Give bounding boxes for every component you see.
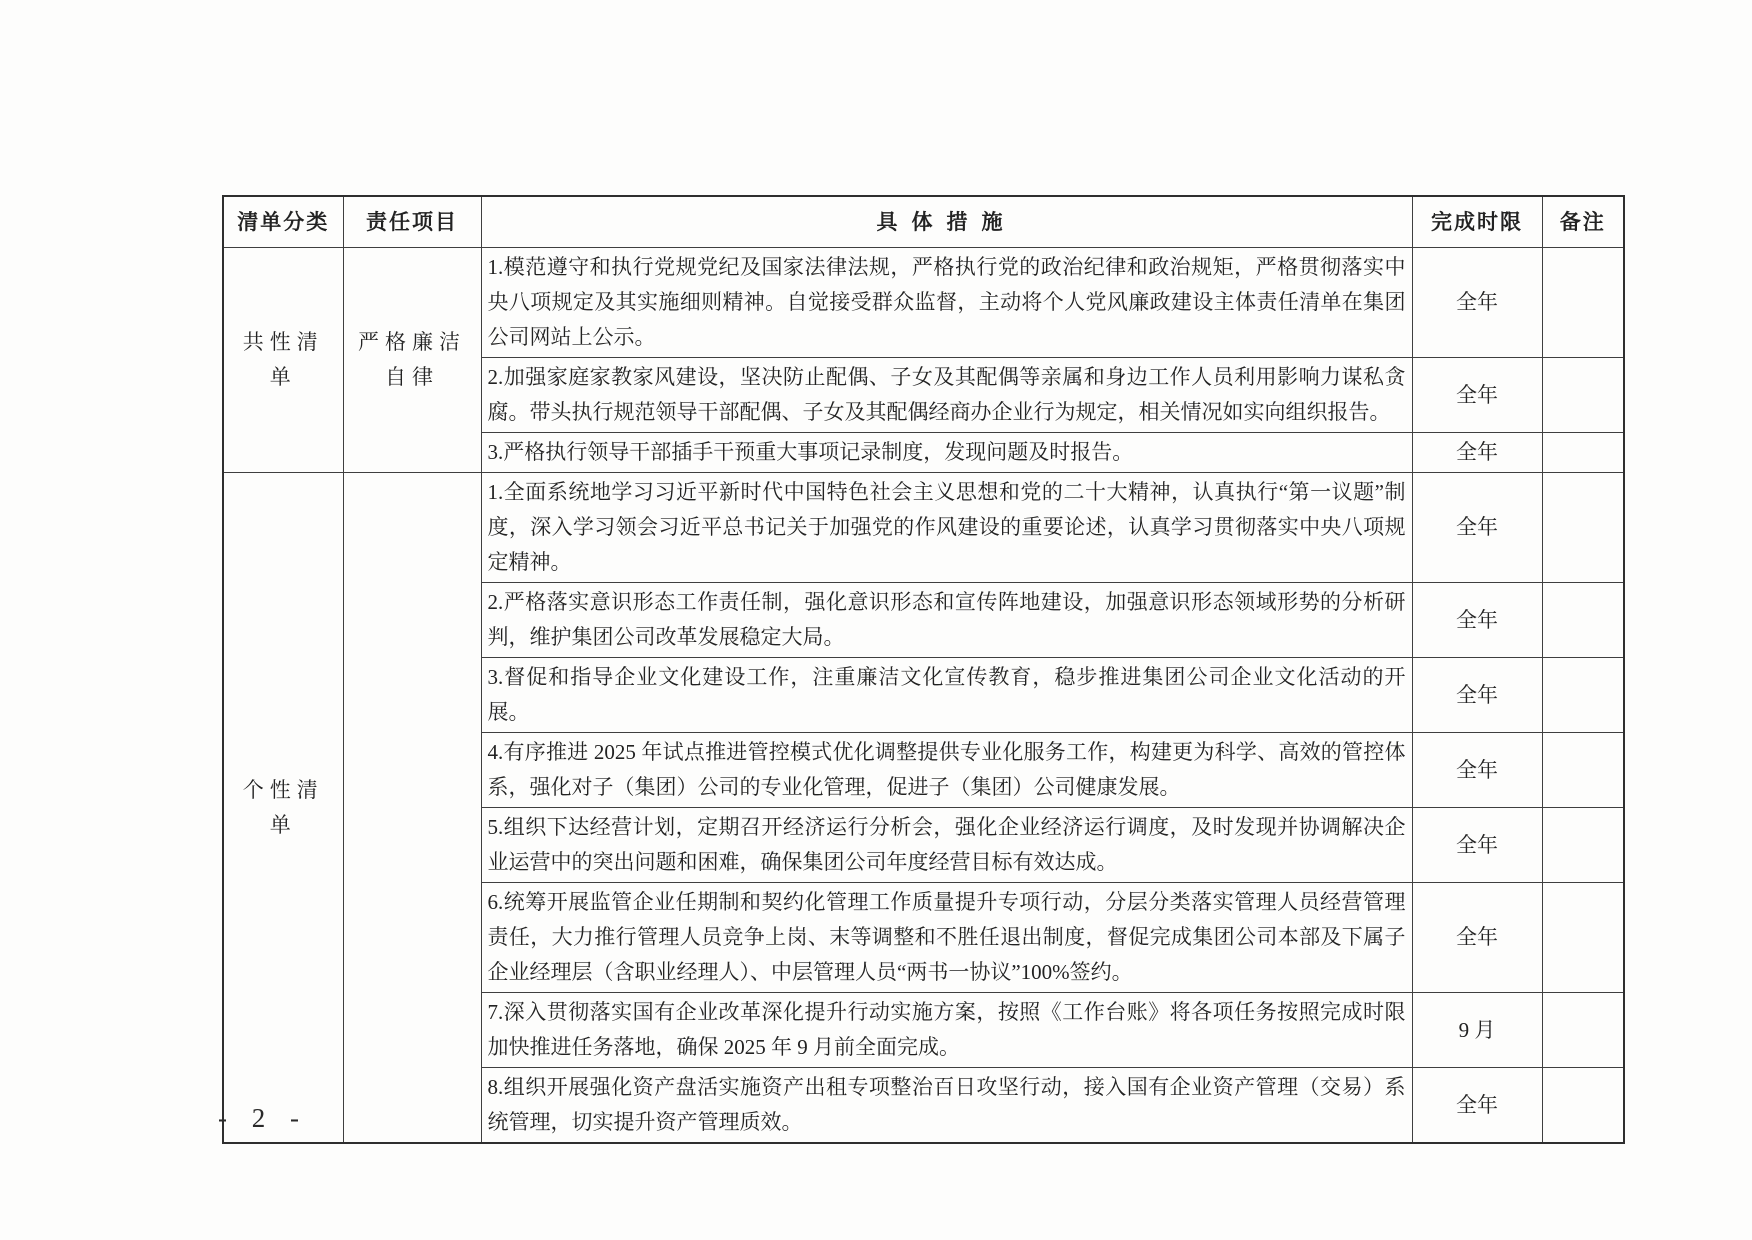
- measure-cell: 3.严格执行领导干部插手干预重大事项记录制度，发现问题及时报告。: [481, 433, 1412, 473]
- remark-cell: [1542, 733, 1624, 808]
- remark-cell: [1542, 583, 1624, 658]
- deadline-cell: 全年: [1412, 883, 1542, 993]
- deadline-cell: 全年: [1412, 1068, 1542, 1144]
- category-cell-individual: 个性清单: [223, 473, 343, 1144]
- measure-cell: 3.督促和指导企业文化建设工作，注重廉洁文化宣传教育，稳步推进集团公司企业文化活动的开展。: [481, 658, 1412, 733]
- header-project: 责任项目: [343, 196, 481, 248]
- remark-cell: [1542, 883, 1624, 993]
- deadline-cell: 全年: [1412, 808, 1542, 883]
- measure-cell: 1.模范遵守和执行党规党纪及国家法律法规，严格执行党的政治纪律和政治规矩，严格贯彻落实中央八项规定及其实施细则精神。自觉接受群众监督，主动将个人党风廉政建设主体责任清单在集团公司网站上公示。: [481, 248, 1412, 358]
- remark-cell: [1542, 433, 1624, 473]
- remark-cell: [1542, 473, 1624, 583]
- responsibility-list-table: [222, 195, 1625, 1144]
- deadline-cell: 9 月: [1412, 993, 1542, 1068]
- deadline-cell: 全年: [1412, 248, 1542, 358]
- table-row: [223, 248, 1624, 358]
- remark-cell: [1542, 248, 1624, 358]
- header-remark: 备注: [1542, 196, 1624, 248]
- remark-cell: [1542, 358, 1624, 433]
- table-row: [223, 473, 1624, 583]
- remark-cell: [1542, 993, 1624, 1068]
- measure-cell: 6.统筹开展监管企业任期制和契约化管理工作质量提升专项行动，分层分类落实管理人员经营管理责任，大力推行管理人员竞争上岗、末等调整和不胜任退出制度，督促完成集团公司本部及下属子企业经理层（含职业经理人）、中层管理人员“两书一协议”100%签约。: [481, 883, 1412, 993]
- measure-cell: 4.有序推进 2025 年试点推进管控模式优化调整提供专业化服务工作，构建更为科学、高效的管控体系，强化对子（集团）公司的专业化管理，促进子（集团）公司健康发展。: [481, 733, 1412, 808]
- header-measures: 具体措施: [481, 196, 1412, 248]
- header-category: 清单分类: [223, 196, 343, 248]
- measure-cell: 8.组织开展强化资产盘活实施资产出租专项整治百日攻坚行动，接入国有企业资产管理（交易）系统管理，切实提升资产管理质效。: [481, 1068, 1412, 1144]
- remark-cell: [1542, 1068, 1624, 1144]
- project-cell-individual: [343, 473, 481, 1144]
- deadline-cell: 全年: [1412, 583, 1542, 658]
- project-cell-common: 严格廉洁自律: [343, 248, 481, 473]
- remark-cell: [1542, 808, 1624, 883]
- remark-cell: [1542, 658, 1624, 733]
- measure-cell: 2.严格落实意识形态工作责任制，强化意识形态和宣传阵地建设，加强意识形态领域形势的分析研判，维护集团公司改革发展稳定大局。: [481, 583, 1412, 658]
- measure-cell: 5.组织下达经营计划，定期召开经济运行分析会，强化企业经济运行调度，及时发现并协调解决企业运营中的突出问题和困难，确保集团公司年度经营目标有效达成。: [481, 808, 1412, 883]
- deadline-cell: 全年: [1412, 358, 1542, 433]
- measure-cell: 2.加强家庭家教家风建设，坚决防止配偶、子女及其配偶等亲属和身边工作人员利用影响力谋私贪腐。带头执行规范领导干部配偶、子女及其配偶经商办企业行为规定，相关情况如实向组织报告。: [481, 358, 1412, 433]
- page-number: - 2 -: [218, 1103, 308, 1133]
- deadline-cell: 全年: [1412, 658, 1542, 733]
- deadline-cell: 全年: [1412, 473, 1542, 583]
- measure-cell: 1.全面系统地学习习近平新时代中国特色社会主义思想和党的二十大精神，认真执行“第一议题”制度，深入学习领会习近平总书记关于加强党的作风建设的重要论述，认真学习贯彻落实中央八项规定精神。: [481, 473, 1412, 583]
- deadline-cell: 全年: [1412, 433, 1542, 473]
- category-cell-common: 共性清单: [223, 248, 343, 473]
- measure-cell: 7.深入贯彻落实国有企业改革深化提升行动实施方案，按照《工作台账》将各项任务按照完成时限加快推进任务落地，确保 2025 年 9 月前全面完成。: [481, 993, 1412, 1068]
- header-deadline: 完成时限: [1412, 196, 1542, 248]
- table-header-row: [223, 196, 1624, 248]
- deadline-cell: 全年: [1412, 733, 1542, 808]
